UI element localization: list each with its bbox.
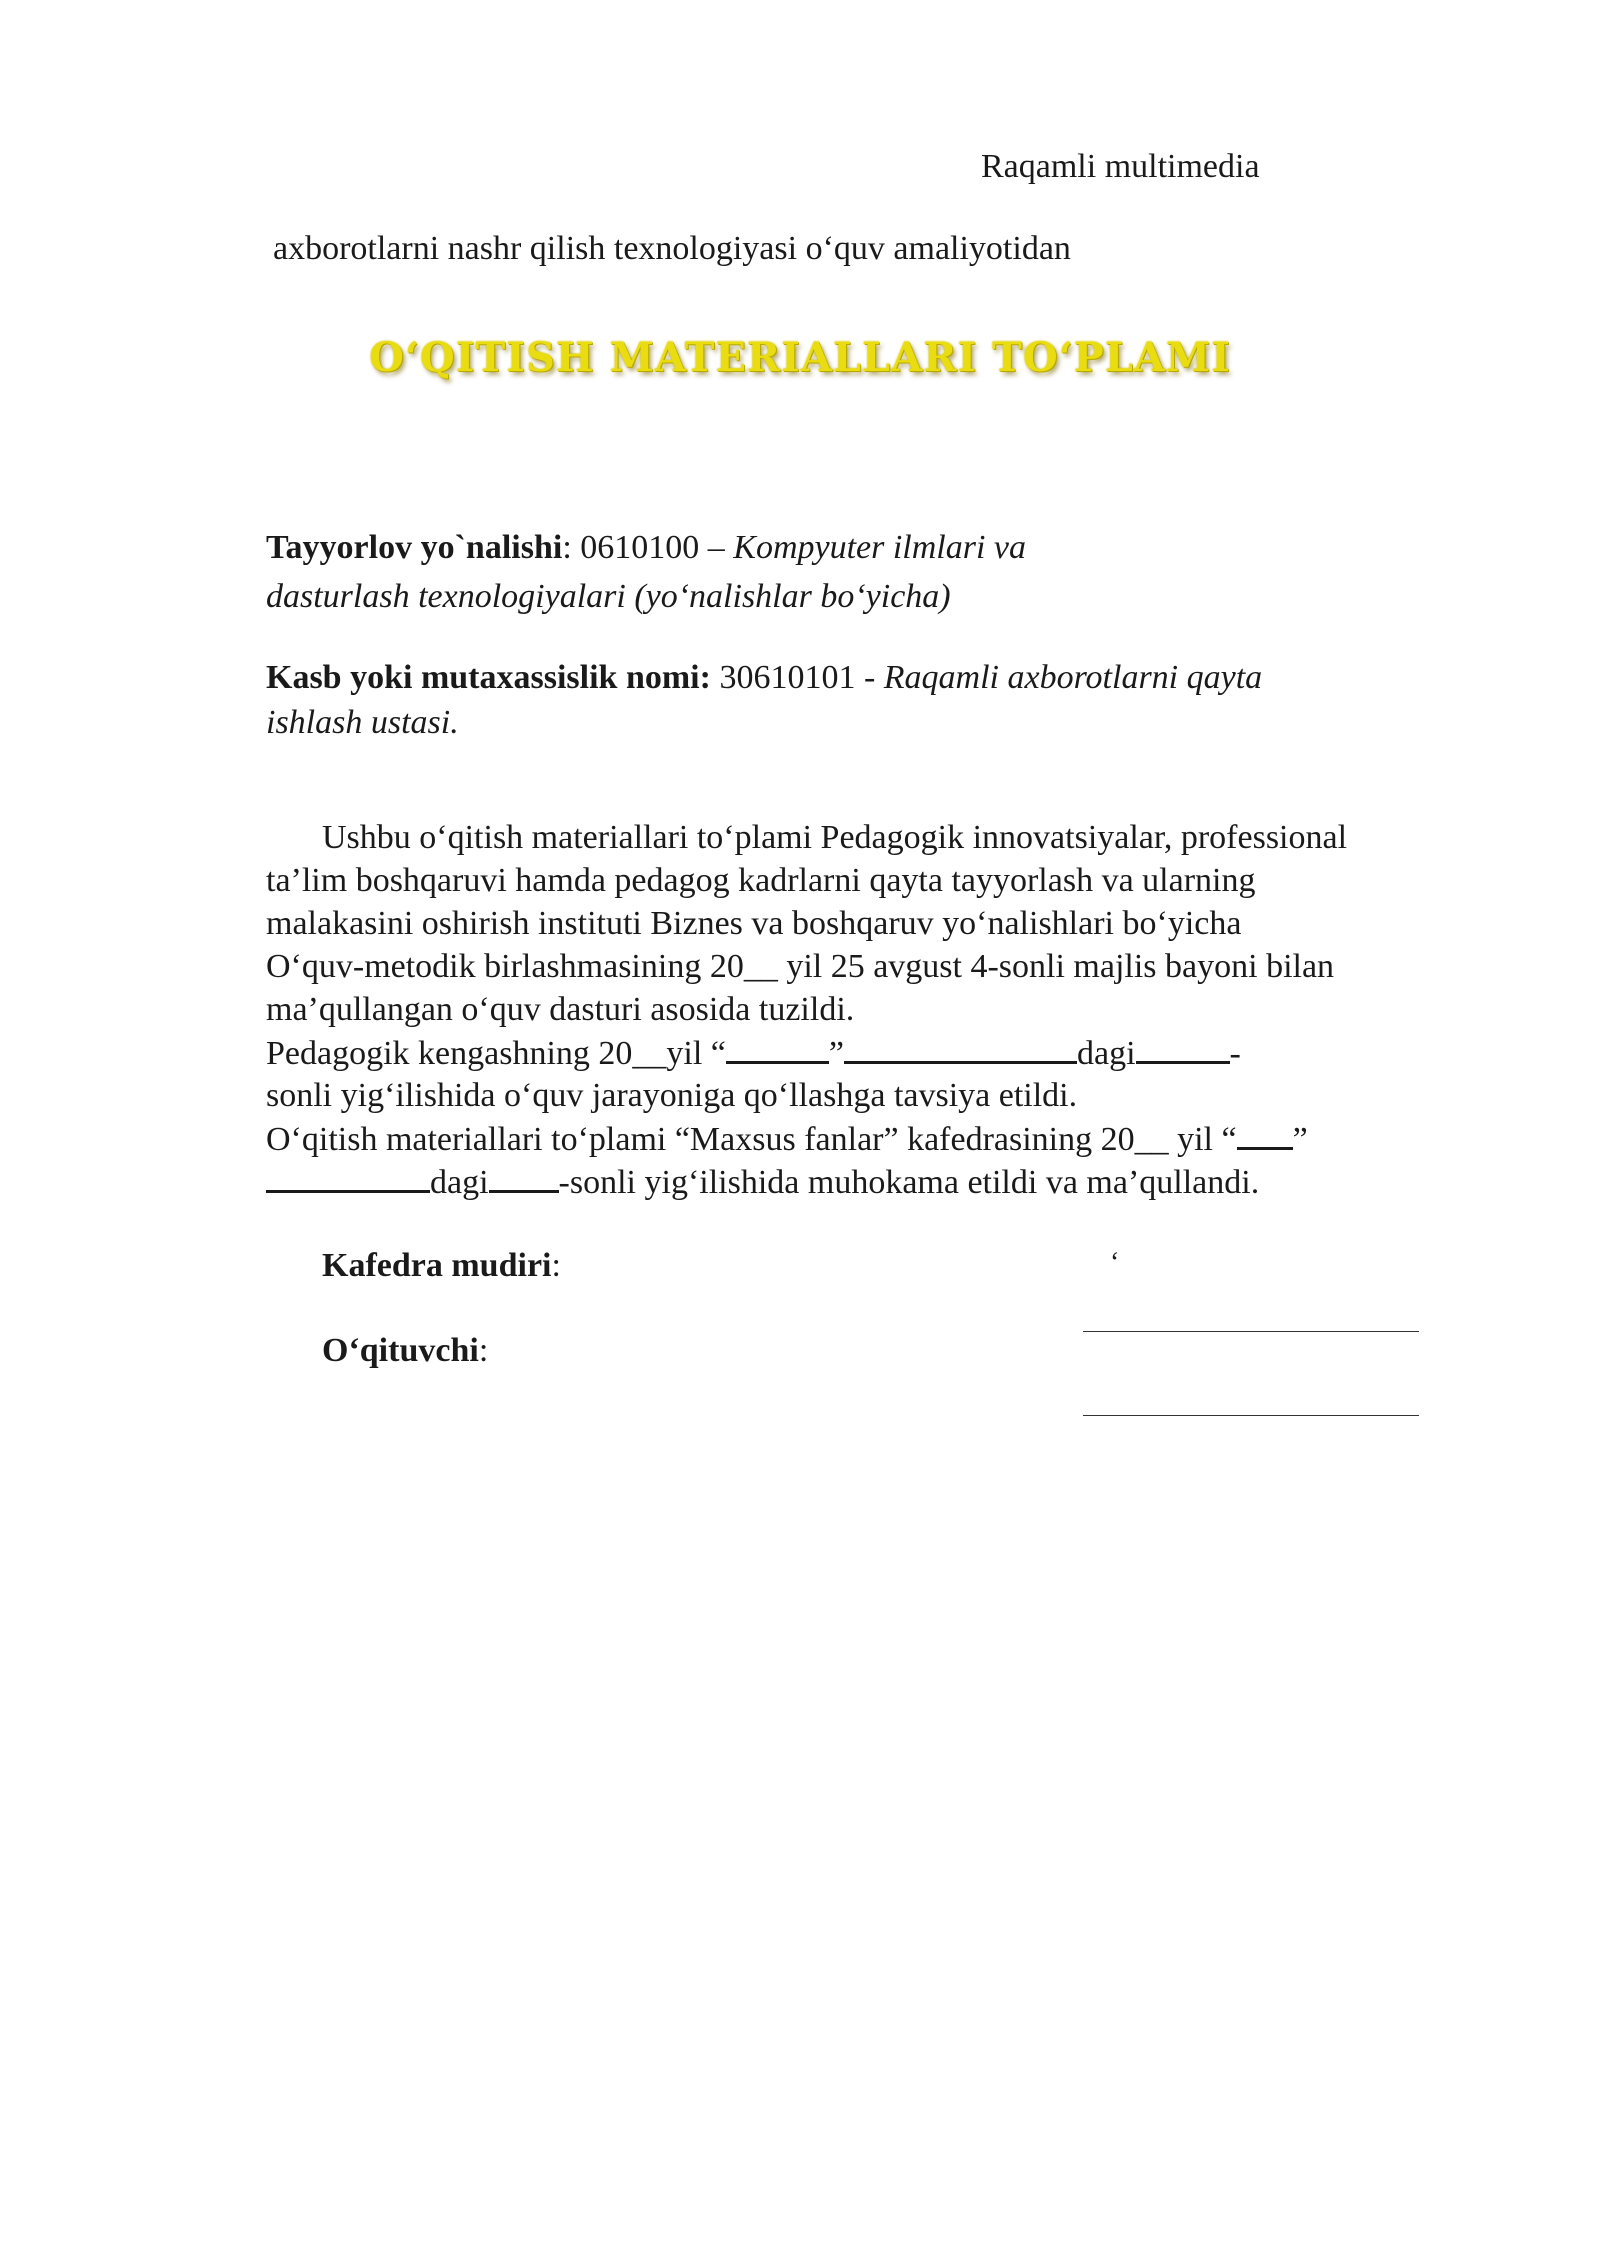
document-title: O‘QITISH MATERIALLARI TO‘PLAMI <box>369 334 1231 381</box>
profession-line-1: Kasb yoki mutaxassislik nomi: 30610101 - Raqamli axborotlarni qayta <box>266 659 1263 696</box>
blank-day-2 <box>1237 1119 1293 1150</box>
body-line-6: Pedagogik kengashning 20__yil “ ” dagi - <box>266 1035 1241 1072</box>
body-line-3: malakasini oshirish instituti Biznes va boshqaruv yo‘nalishlari bo‘yicha <box>266 905 1242 942</box>
header-line-1: Raqamli multimedia <box>981 148 1260 185</box>
blank-number-2 <box>489 1162 559 1193</box>
header-line-2: axborotlarni nashr qilish texnologiyasi o‘quv amaliyotidan <box>273 230 1071 267</box>
body-line-5: ma’qullangan o‘quv dasturi asosida tuzildi. <box>266 991 855 1028</box>
teacher-label: O‘qituvchi: <box>322 1332 489 1369</box>
head-signature-line <box>1083 1331 1419 1332</box>
blank-month <box>844 1033 1077 1064</box>
teacher-signature-line <box>1083 1415 1419 1416</box>
body-line-1: Ushbu o‘qitish materiallari to‘plami Pedagogik innovatsiyalar, professional <box>322 819 1348 856</box>
profession-name: Raqamli axborotlarni qayta <box>883 659 1263 696</box>
profession-line-2: ishlash ustasi. <box>266 704 459 741</box>
profession-label: Kasb yoki mutaxassislik nomi: <box>266 659 711 696</box>
body-line-7: sonli yig‘ilishida o‘quv jarayoniga qo‘llashga tavsiya etildi. <box>266 1077 1078 1114</box>
blank-number <box>1136 1033 1230 1064</box>
direction-line-1: Tayyorlov yo`nalishi: 0610100 – Kompyuter ilmlari va <box>266 529 1027 566</box>
direction-label: Tayyorlov yo`nalishi <box>266 529 563 566</box>
blank-day <box>726 1033 829 1064</box>
signature-mark: ‘ <box>1110 1247 1120 1278</box>
direction-line-2: dasturlash texnologiyalari (yo‘nalishlar bo‘yicha) <box>266 578 951 615</box>
blank-month-2 <box>266 1162 430 1193</box>
body-line-8: O‘qitish materiallari to‘plami “Maxsus fanlar” kafedrasining 20__ yil “ ” <box>266 1121 1308 1158</box>
head-of-department-label: Kafedra mudiri: <box>322 1247 561 1284</box>
body-line-9: dagi -sonli yig‘ilishida muhokama etildi va ma’qullandi. <box>266 1162 1259 1203</box>
direction-name: Kompyuter ilmlari va <box>733 529 1027 566</box>
body-line-4: O‘quv-metodik birlashmasining 20__ yil 25 avgust 4-sonli majlis bayoni bilan <box>266 948 1335 985</box>
body-line-2: ta’lim boshqaruvi hamda pedagog kadrlarni qayta tayyorlash va ularning <box>266 862 1256 899</box>
